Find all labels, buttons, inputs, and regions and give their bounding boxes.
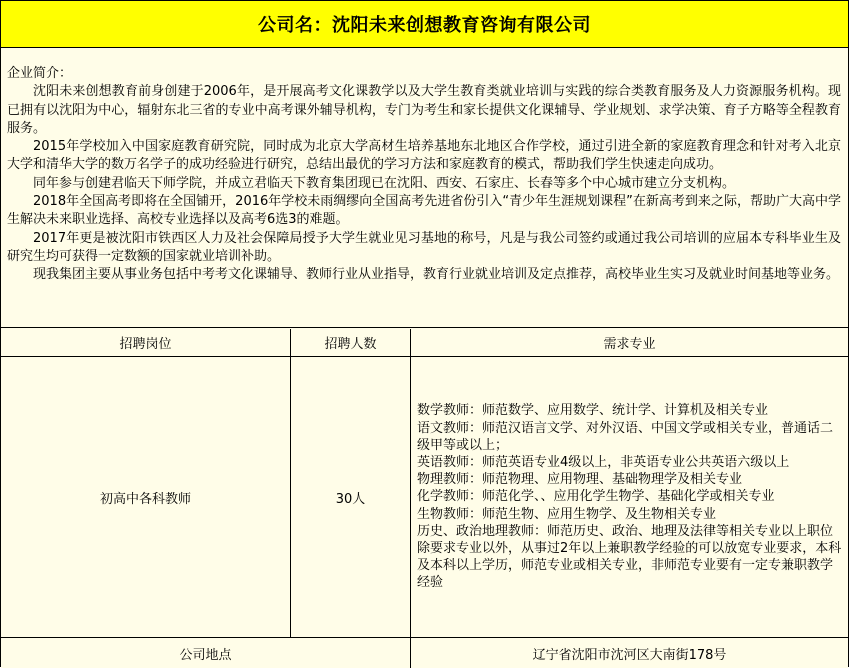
intro-paragraph: 2015年学校加入中国家庭教育研究院，同时成为北京大学高材生培养基地东北地区合作学校，通过引进全新的家庭教育理念和针对考入北京大学和清华大学的数万名学子的成功经验进行研究，总结出最优的学习方法和家庭教育的模式，帮助我们学生快速走向成功。 — [7, 139, 841, 173]
company-title: 公司名：沈阳未来创想教育咨询有限公司 — [258, 15, 591, 36]
intro-label: 企业简介： — [7, 66, 73, 81]
requirements-cell — [411, 357, 848, 637]
requirement-item: 英语教师：师范英语专业4级以上，非英语专业公共英语六级以上 — [417, 454, 790, 470]
intro-paragraph: 2017年更是被沈阳市铁西区人力及社会保障局授予大学生就业见习基地的称号，凡是与我公司签约或通过我公司培训的应届本专科毕业生及研究生均可获得一定数额的国家就业培训补助。 — [7, 230, 841, 264]
company-intro — [1, 48, 848, 328]
intro-paragraph: 2018年全国高考即将在全国铺开，2016年学校未雨绸缪向全国高考先进省份引入“青少年生涯规划课程”在新高考到来之际，帮助广大高中学生解决未来职业选择、高校专业选择以及高考6选3的难题。 — [7, 194, 841, 228]
table-header-row — [1, 329, 848, 357]
count-cell: 30人 — [291, 357, 411, 637]
requirement-item: 物理教师：师范物理、应用物理、基础物理学及相关专业 — [417, 472, 743, 488]
location-value: 辽宁省沈阳市沈河区大南街178号 — [532, 647, 727, 663]
requirement-item: 生物教师：师范生物、应用生物学、及生物相关专业 — [417, 506, 717, 522]
location-row — [1, 638, 848, 668]
header-count: 招聘人数 — [291, 329, 411, 356]
location-label: 公司地点 — [1, 638, 411, 668]
requirement-item: 语文教师：师范汉语言文学、对外汉语、中国文学或相关专业，普通话二级甲等或以上； — [417, 420, 834, 453]
title-bar — [1, 1, 848, 48]
intro-paragraph: 同年参与创建君临天下师学院，并成立君临天下教育集团现已在沈阳、西安、石家庄、长春等多个中心城市建立分支机构。 — [33, 175, 736, 191]
requirement-item: 历史、政治地理教师：师范历史、政治、地理及法律等相关专业以上职位除要求专业以外，从事过2年以上兼职教学经验的可以放宽专业要求，本科及本科以上学历，师范专业或相关专业，非师范专业要有一定专兼职教学经验 — [417, 523, 842, 591]
position-cell: 初高中各科教师 — [1, 357, 291, 637]
table-row — [1, 357, 848, 638]
requirements-list — [417, 402, 842, 591]
header-position: 招聘岗位 — [1, 329, 291, 356]
intro-paragraph: 沈阳未来创想教育前身创建于2006年，是开展高考文化课教学以及大学生教育类就业培训与实践的综合类教育服务及人力资源服务机构。现已拥有以沈阳为中心，辐射东北三省的专业中高考课外辅导机构，专门为考生和家长提供文化课辅导、学业规划、求学决策、育子方略等全程教育服务。 — [7, 84, 841, 136]
intro-paragraph: 现我集团主要从事业务包括中考考文化课辅导、教师行业从业指导，教育行业就业培训及定点推荐，高校毕业生实习及就业时间基地等业务。 — [33, 267, 840, 283]
requirement-item: 化学教师：师范化学、、应用化学生物学、基础化学或相关专业 — [417, 489, 775, 505]
header-major: 需求专业 — [603, 337, 656, 352]
requirement-item: 数学教师：师范数学、应用数学、统计学、计算机及相关专业 — [417, 403, 769, 419]
